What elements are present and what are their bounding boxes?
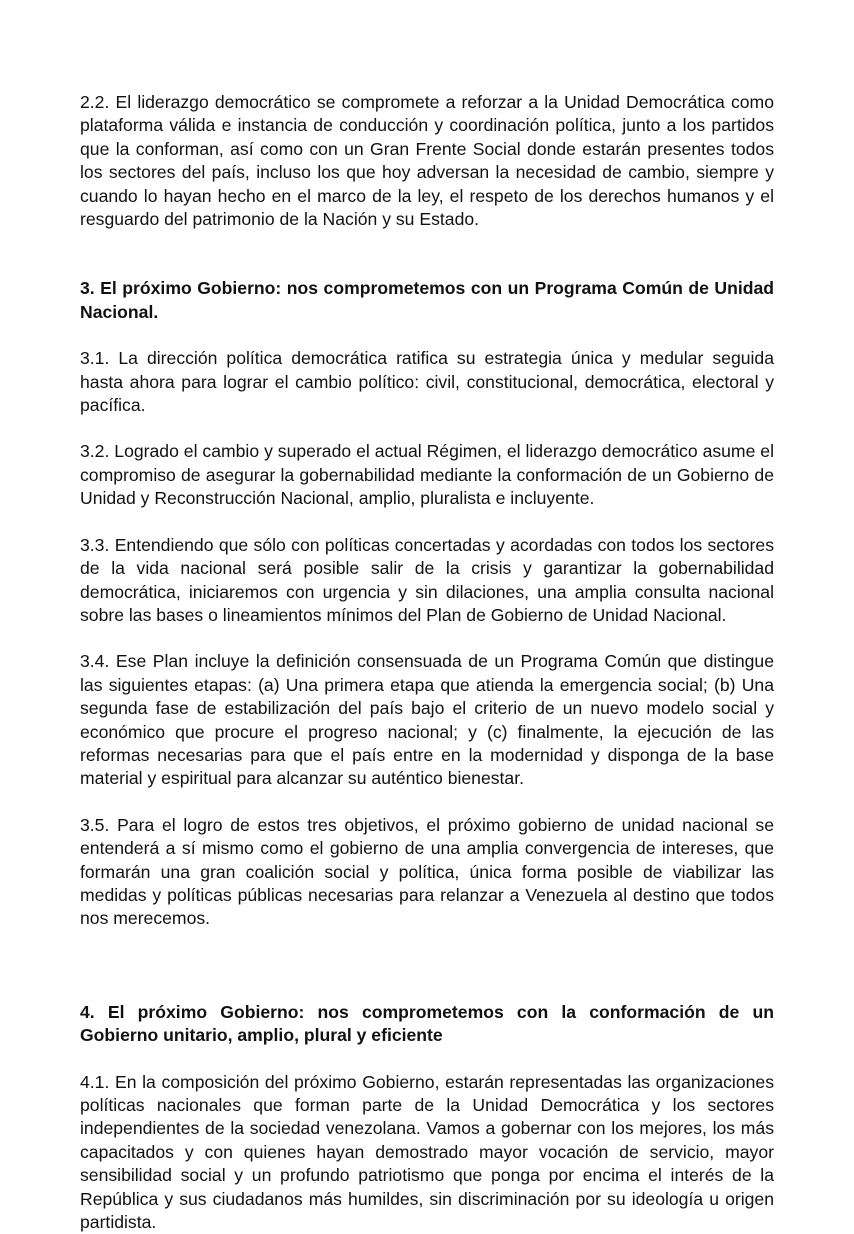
section-3-heading: 3. El próximo Gobierno: nos comprometemos con un Programa Común de Unidad Nacional. (80, 278, 774, 322)
paragraph-4-1: 4.1. En la composición del próximo Gobierno, estarán representadas las organizaciones políticas nacionales que forman parte de la Unidad Democrática y los sectores independientes de la sociedad venezolana. Vamos a gobernar con los mejores, los más capacitados y con quienes hayan demostrado mayor vocación de servicio, mayor sensibilidad social y un profundo patriotismo que ponga por encima el interés de la República y sus ciudadanos más humildes, sin discriminación por su ideología u origen partidista. (80, 1071, 774, 1233)
paragraph-2-2: 2.2. El liderazgo democrático se compromete a reforzar a la Unidad Democrática como plataforma válida e instancia de conducción y coordinación política, junto a los partidos que la conforman, así como con un Gran Frente Social donde estarán presentes todos los sectores del país, incluso los que hoy adversan la necesidad de cambio, siempre y cuando lo hayan hecho en el marco de la ley, el respeto de los derechos humanos y el resguardo del patrimonio de la Nación y su Estado. (80, 92, 774, 230)
paragraph-3-3: 3.3. Entendiendo que sólo con políticas concertadas y acordadas con todos los sectores de la vida nacional será posible salir de la crisis y garantizar la gobernabilidad democrática, iniciaremos con urgencia y sin dilaciones, una amplia consulta nacional sobre las bases o lineamientos mínimos del Plan de Gobierno de Unidad Nacional. (80, 534, 774, 625)
paragraph-3-4: 3.4. Ese Plan incluye la definición consensuada de un Programa Común que distingue las siguientes etapas: (a) Una primera etapa que atienda la emergencia social; (b) Una segunda fase de estabilización del país bajo el criterio de un nuevo modelo social y económico que procure el progreso nacional; y (c) finalmente, la ejecución de las reformas necesarias para que el país entre en la modernidad y disponga de la base material y espiritual para alcanzar su auténtico bienestar. (80, 651, 774, 789)
paragraph-3-2: 3.2. Logrado el cambio y superado el actual Régimen, el liderazgo democrático asume el compromiso de asegurar la gobernabilidad mediante la conformación de un Gobierno de Unidad y Reconstrucción Nacional, amplio, pluralista e incluyente. (80, 441, 774, 509)
section-4-heading: 4. El próximo Gobierno: nos comprometemos con la conformación de un Gobierno unitario, amplio, plural y eficiente (80, 1001, 774, 1046)
paragraph-3-1: 3.1. La dirección política democrática ratifica su estrategia única y medular seguida hasta ahora para lograr el cambio político: civil, constitucional, democrática, electoral y pacífica. (80, 348, 774, 416)
paragraph-3-5: 3.5. Para el logro de estos tres objetivos, el próximo gobierno de unidad nacional se entenderá a sí mismo como el gobierno de una amplia convergencia de intereses, que formarán una gran coalición social y política, única forma posible de viabilizar las medidas y políticas públicas necesarias para relanzar a Venezuela al destino que todos nos merecemos. (80, 814, 774, 929)
document-body (80, 91, 774, 1234)
